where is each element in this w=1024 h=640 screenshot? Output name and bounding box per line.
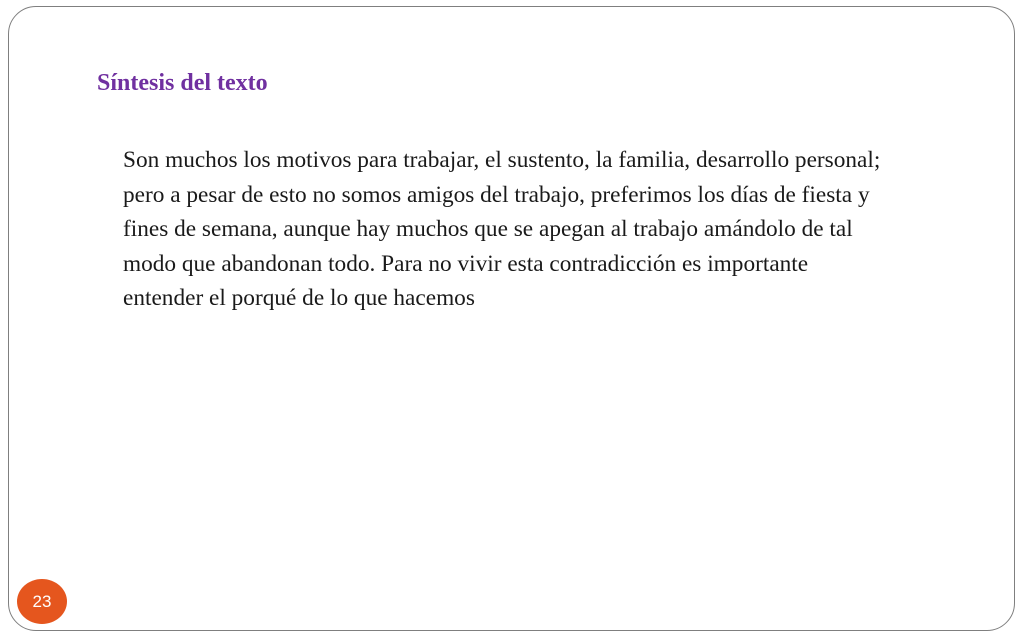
slide-body-text xyxy=(123,143,953,316)
slide-frame xyxy=(8,6,1015,631)
slide-title: Síntesis del texto xyxy=(97,70,268,96)
body-line: Son muchos los motivos para trabajar, el sustento, la familia, desarrollo personal; xyxy=(123,147,881,173)
body-line: entender el porqué de lo que hacemos xyxy=(123,285,475,311)
body-line: fines de semana, aunque hay muchos que se apegan al trabajo amándolo de tal xyxy=(123,216,853,242)
body-line: pero a pesar de esto no somos amigos del trabajo, preferimos los días de fiesta y xyxy=(123,181,870,208)
body-line: modo que abandonan todo. Para no vivir esta contradicción es importante xyxy=(123,250,809,277)
slide-number-badge: 23 xyxy=(17,579,67,624)
